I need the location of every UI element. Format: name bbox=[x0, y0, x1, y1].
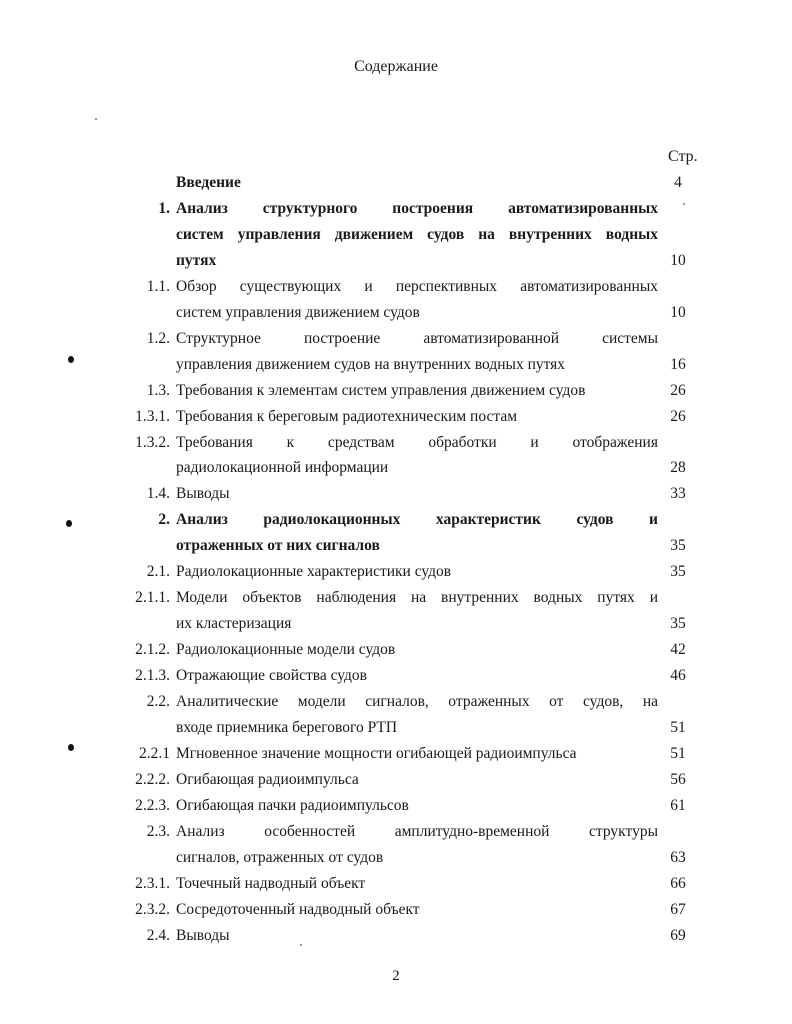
toc-entry-number: 2.1.3. bbox=[135, 667, 170, 684]
toc-entry-title: радиолокационной информации bbox=[176, 459, 389, 477]
toc-entry-page: 28 bbox=[670, 459, 686, 477]
toc-entry-page: 67 bbox=[670, 900, 686, 918]
toc-entry-title: Точечный надводный объект bbox=[176, 874, 366, 892]
toc-entry-title: сигналов, отраженных от судов bbox=[176, 848, 384, 866]
toc-entry-title: Анализ радиолокационных характеристик судов и bbox=[176, 511, 658, 529]
toc-entry-title: Выводы bbox=[176, 926, 230, 944]
toc-entry-page: 46 bbox=[670, 667, 686, 684]
toc-entry-title: Требования к средствам обработки и отображения bbox=[176, 433, 658, 451]
toc-entry-number: 2.1.2. bbox=[135, 641, 170, 659]
binding-hole-mark bbox=[68, 744, 74, 751]
toc-entry-page: 26 bbox=[670, 381, 686, 399]
toc-entry-page: 35 bbox=[670, 537, 686, 555]
toc-entry-page: 51 bbox=[670, 744, 686, 762]
scan-speck bbox=[300, 944, 302, 946]
page-title: Содержание bbox=[354, 58, 438, 75]
toc-entry-page: 16 bbox=[670, 355, 686, 373]
toc-entry-number: 2.3.1. bbox=[135, 874, 170, 892]
toc-entry-title: Анализ особенностей амплитудно-временной структуры bbox=[176, 822, 658, 840]
toc-entry-page: 63 bbox=[670, 848, 686, 866]
toc-entry-number: 1.3.2. bbox=[135, 433, 170, 451]
toc-entry-number: 2.3. bbox=[146, 822, 170, 840]
toc-entry-title: Структурное построение автоматизированной системы bbox=[176, 329, 658, 347]
toc-entry-title: Огибающая радиоимпульса bbox=[176, 770, 359, 788]
toc-entry-number: 1.3.1. bbox=[135, 407, 170, 425]
toc-entry-number: 2.2.3. bbox=[135, 796, 170, 814]
toc-entry-page: 33 bbox=[670, 485, 686, 503]
toc-entry-number: 1.3. bbox=[146, 381, 170, 399]
toc-entry-title: Выводы bbox=[176, 485, 230, 503]
toc-entry-title: управления движением судов на внутренних водных путях bbox=[176, 355, 566, 373]
toc-entry-title: Модели объектов наблюдения на внутренних водных путях и bbox=[176, 589, 658, 607]
toc-entry-number: 2. bbox=[158, 511, 170, 529]
toc-entry-title: Анализ структурного построения автоматизированных bbox=[176, 199, 658, 217]
toc-entry-title: систем управления движением судов на внутренних водных bbox=[176, 225, 658, 243]
toc-entry-number: 1. bbox=[158, 199, 170, 217]
toc-entry-number: 2.2. bbox=[146, 693, 170, 710]
toc-entry-title: Огибающая пачки радиоимпульсов bbox=[176, 796, 409, 814]
toc-entry-page: 42 bbox=[670, 641, 686, 659]
toc-entry-number: 2.1. bbox=[146, 563, 170, 581]
toc-entry-title: Радиолокационные характеристики судов bbox=[176, 563, 452, 581]
toc-entry-number: 1.1. bbox=[146, 277, 170, 295]
scan-speck bbox=[95, 118, 97, 120]
toc-entry-title: систем управления движением судов bbox=[176, 303, 420, 321]
toc-entry-title: Обзор существующих и перспективных автоматизированных bbox=[176, 277, 658, 295]
toc-entry-page: 56 bbox=[670, 770, 686, 788]
toc-entry-page: 69 bbox=[670, 926, 686, 944]
toc-entry-number: 2.2.2. bbox=[135, 770, 170, 788]
toc-entry-title: путях bbox=[176, 251, 217, 269]
toc-entry-title: Радиолокационные модели судов bbox=[176, 641, 396, 659]
toc-entry-page: 10 bbox=[670, 251, 686, 269]
toc-entry-number: 2.3.2. bbox=[135, 900, 170, 918]
toc-entry-page: 4 bbox=[674, 174, 682, 191]
toc-entry-page: 26 bbox=[670, 407, 686, 425]
toc-entry-title: Отражающие свойства судов bbox=[176, 667, 368, 684]
toc-entry-page: 35 bbox=[670, 563, 686, 581]
toc-entry-title: Аналитические модели сигналов, отраженных от судов, на bbox=[176, 693, 658, 710]
toc-entry-number: 1.4. bbox=[146, 485, 170, 503]
toc-entry-title: входе приемника берегового РТП bbox=[176, 718, 398, 736]
toc-entry-number: 2.4. bbox=[146, 926, 170, 944]
toc-entry-number: 2.1.1. bbox=[135, 589, 170, 607]
toc-entry-title: Требования к береговым радиотехническим постам bbox=[176, 407, 518, 425]
toc-entry-title: отраженных от них сигналов bbox=[176, 537, 380, 555]
toc-entry-page: 10 bbox=[670, 303, 686, 321]
binding-hole-mark bbox=[68, 356, 74, 363]
page-number: 2 bbox=[392, 968, 400, 984]
page-column-label: Стр. bbox=[668, 148, 698, 165]
toc-entry-page: 51 bbox=[670, 718, 686, 736]
binding-hole-mark bbox=[66, 520, 72, 527]
toc-entry-page: 35 bbox=[670, 615, 686, 633]
toc-entry-title: Мгновенное значение мощности огибающей радиоимпульса bbox=[176, 744, 577, 762]
toc-entry-page: 66 bbox=[670, 874, 686, 892]
toc-entry-number: 2.2.1 bbox=[139, 744, 170, 762]
toc-entry-page: 61 bbox=[670, 796, 686, 814]
toc-entry-number: 1.2. bbox=[146, 329, 170, 347]
scan-speck bbox=[683, 203, 685, 205]
toc-entry-title: Требования к элементам систем управления движением судов bbox=[176, 381, 586, 399]
toc-entry-title: Сосредоточенный надводный объект bbox=[176, 900, 420, 918]
toc-entry-title: Введение bbox=[176, 174, 241, 191]
toc-entry-title: их кластеризация bbox=[176, 615, 292, 633]
